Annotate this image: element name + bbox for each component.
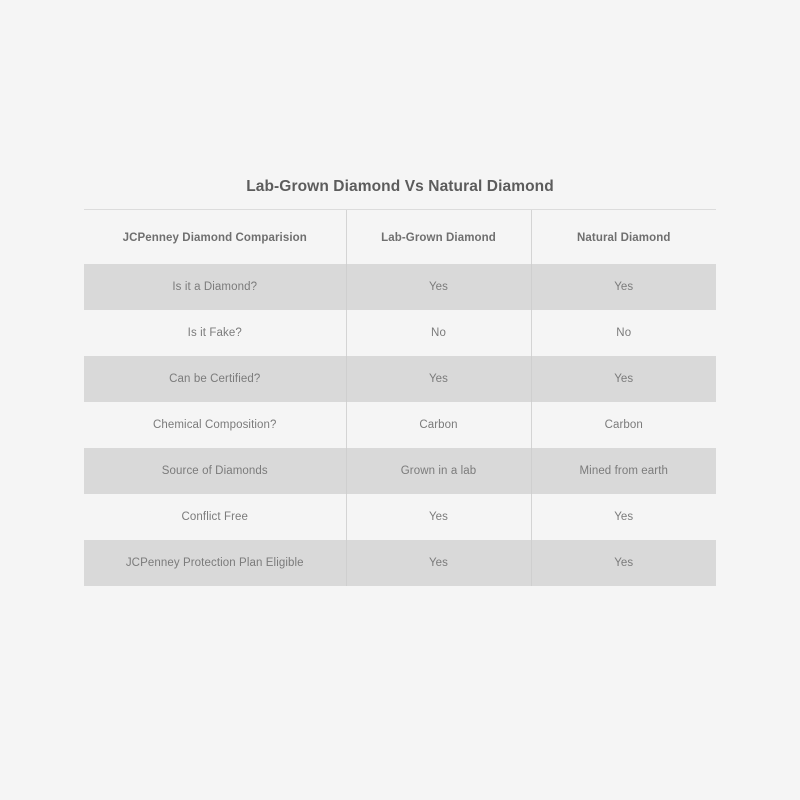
- cell-feature: Is it Fake?: [187, 327, 242, 339]
- cell-feature: JCPenney Protection Plan Eligible: [84, 540, 346, 586]
- cell-natural: Yes: [531, 540, 716, 586]
- comparison-chart: [84, 178, 716, 586]
- cell-natural: Mined from earth: [531, 448, 716, 494]
- column-header-lab-grown: Lab-Grown Diamond: [346, 210, 531, 264]
- cell-natural: No: [531, 310, 716, 356]
- cell-natural: Yes: [531, 356, 716, 402]
- table-row: [84, 264, 716, 310]
- page-title: Lab-Grown Diamond Vs Natural Diamond: [84, 178, 716, 210]
- cell-natural: Yes: [531, 264, 716, 310]
- table-row: [84, 310, 716, 356]
- table-row: [84, 448, 716, 494]
- table-row: [84, 402, 716, 448]
- cell-feature: Conflict Free: [181, 511, 248, 523]
- comparison-table: [84, 210, 716, 586]
- cell-lab-grown: Yes: [346, 540, 531, 586]
- cell-lab-grown: Yes: [346, 356, 531, 402]
- cell-feature: Can be Certified?: [84, 356, 346, 402]
- cell-lab-grown: Carbon: [346, 402, 531, 448]
- cell-natural: Carbon: [531, 402, 716, 448]
- cell-lab-grown: Grown in a lab: [346, 448, 531, 494]
- column-header-feature: JCPenney Diamond Comparision: [122, 232, 307, 244]
- table-row: [84, 356, 716, 402]
- cell-feature: Is it a Diamond?: [84, 264, 346, 310]
- cell-lab-grown: No: [346, 310, 531, 356]
- cell-feature: Source of Diamonds: [84, 448, 346, 494]
- table-body: [84, 264, 716, 586]
- table-header-row: [84, 210, 716, 264]
- table-header: [84, 210, 716, 264]
- table-row: [84, 540, 716, 586]
- cell-lab-grown: Yes: [346, 494, 531, 540]
- cell-lab-grown: Yes: [346, 264, 531, 310]
- column-header-natural: Natural Diamond: [531, 210, 716, 264]
- cell-natural: Yes: [531, 494, 716, 540]
- cell-feature: Chemical Composition?: [152, 419, 277, 431]
- table-row: [84, 494, 716, 540]
